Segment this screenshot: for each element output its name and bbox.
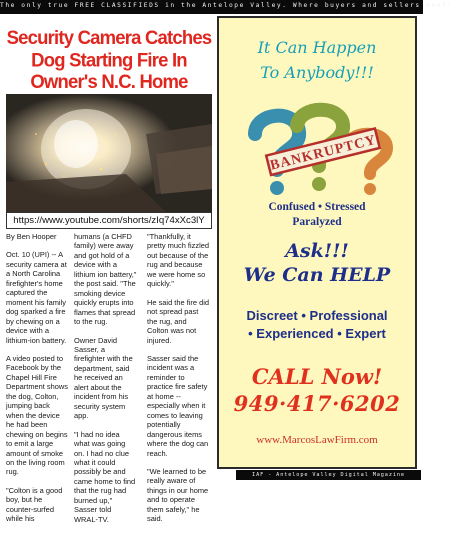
ad-qualities-line-1: Discreet • Professional (246, 308, 388, 323)
paragraph: Oct. 10 (UPI) -- A security camera at a North Carolina firefighter's home captured the moment his family dog sparked a fire by chewing on a device with a lithium-ion battery. (6, 250, 67, 345)
paragraph: "We learned to be really aware of things in our home and to operate them safely," he said. (147, 466, 209, 524)
ad-website-link[interactable]: www.MarcosLawFirm.com (256, 434, 378, 446)
paragraph: "Thankfully, it pretty much fizzled out because of the rug and because we were home so quickly." (147, 232, 210, 289)
ad-feelings-line-2: Paralyzed (292, 216, 342, 228)
masthead-tagline: The only true FREE CLASSIFIEDS in the Antelope Valley. Where buyers and sellers meet! (0, 2, 453, 9)
question-marks-bankruptcy-art (227, 104, 407, 196)
article-column-3 (147, 232, 210, 533)
paragraph: He said the fire did not spread past the rug, and Colton was not injured. (147, 297, 210, 345)
ad-ask: Ask!!! (285, 240, 349, 262)
article-column-1 (6, 232, 69, 533)
paragraph: "Colton is a good boy, but he counter-surfed while his (6, 485, 63, 524)
ad-phone-number[interactable]: 949·417·6202 (233, 391, 401, 416)
paragraph: A video posted to Facebook by the Chapel Hill Fire Department shows the dog, Colton, jumping back when the device he had been chewing on begins to emit a large amount of smoke on the living room rug. (6, 353, 69, 477)
article-column-2 (74, 232, 137, 533)
byline: By Ben Hooper (6, 232, 57, 241)
video-url-caption[interactable]: https://www.youtube.com/shorts/zIq74xXc3lY (6, 212, 212, 229)
ad-headline-line-2: To Anybody!!! (260, 63, 374, 82)
paragraph: Owner David Sasser, a firefighter with the department, said he received an alert about the incident from his security system app. (74, 335, 133, 421)
ad-call-now: CALL Now! (251, 364, 383, 389)
article-photo (6, 94, 212, 212)
ad-qualities-line-2: • Experienced • Expert (248, 326, 386, 341)
stamp-text: BANKRUPTCY (268, 132, 378, 174)
footer-bar (236, 470, 421, 480)
paragraph: Sasser said the incident was a reminder to practice fire safety at home -- especially when it comes to leaving potentially dangerous items where the dog can reach. (147, 353, 209, 458)
ad-feelings-line-1: Confused • Stressed (268, 201, 366, 213)
masthead-bar (0, 0, 453, 14)
paragraph: humans (a CHFD family) were away and got hold of a device with a lithium ion battery," the post said. "The smoking device quickly erupts into flames that spread to the rug. (74, 232, 137, 327)
ad-help: We Can HELP (243, 264, 391, 286)
ad-headline-line-1: It Can Happen (257, 38, 377, 57)
law-firm-advertisement[interactable] (217, 16, 417, 469)
footer-text: IAF - Antelope Valley Digital Magazine (252, 471, 405, 478)
paragraph: "I had no idea what was going on. I had no clue what it could possibly be and came home to find that the rug had burned up," Sasser told WRAL-TV. (74, 429, 136, 524)
article-headline: Security Camera Catches Dog Starting Fire In Owner's N.C. Home (6, 25, 212, 93)
